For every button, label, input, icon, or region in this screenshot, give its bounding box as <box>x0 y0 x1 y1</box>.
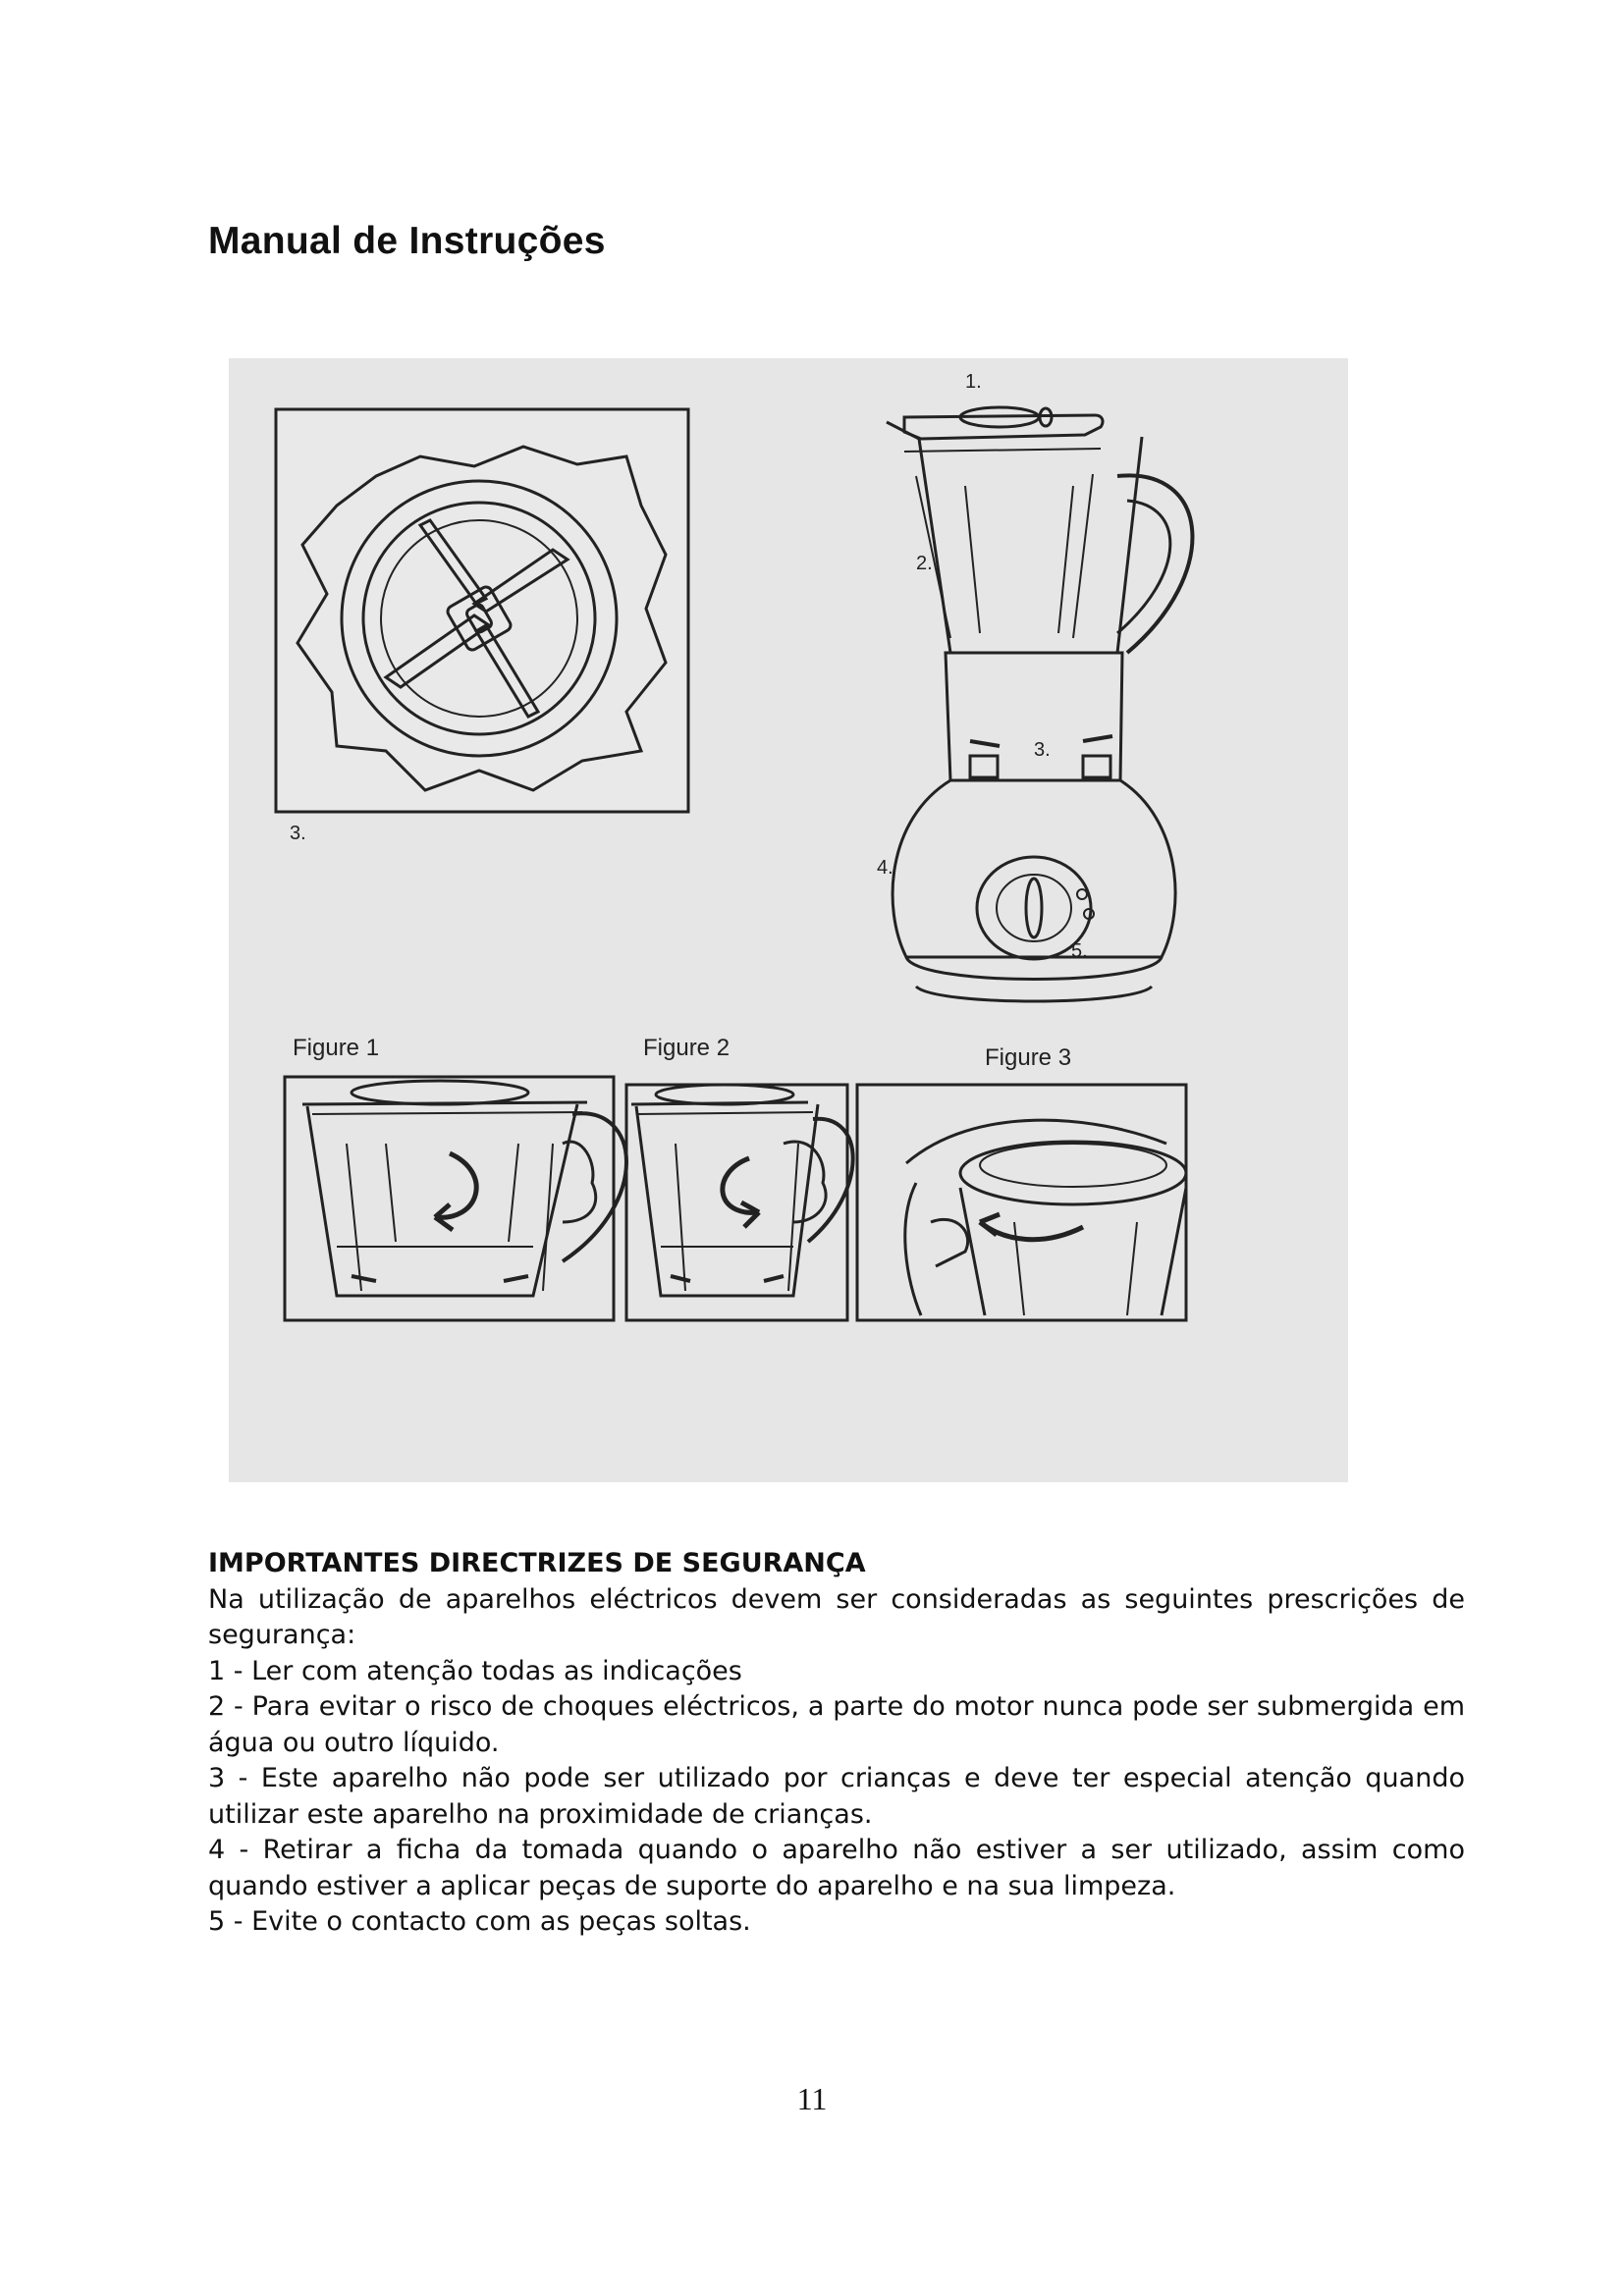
safety-intro: Na utilização de aparelhos eléctricos devem ser consideradas as seguintes prescrições de segurança: <box>208 1583 1465 1650</box>
figure-3-caption: Figure 3 <box>985 1044 1072 1071</box>
safety-item-5: 5 - Evite o contacto com as peças soltas. <box>208 1906 751 1937</box>
page-number: 11 <box>796 2081 828 2116</box>
safety-item-1: 1 - Ler com atenção todas as indicações <box>208 1655 742 1686</box>
safety-item-2: 2 - Para evitar o risco de choques eléctricos, a parte do motor nunca pode ser submergida em água ou outro líquido. <box>208 1691 1465 1758</box>
part-label-5: 5. <box>1071 940 1088 962</box>
figure-1-caption: Figure 1 <box>293 1035 380 1061</box>
page-title: Manual de Instruções <box>208 220 606 262</box>
blender-illustration-scan <box>229 358 1348 1482</box>
part-label-3: 3. <box>1034 739 1051 761</box>
figure-1-diagram <box>285 1077 626 1320</box>
figure-3-diagram <box>857 1085 1186 1320</box>
blade-assembly-diagram <box>276 409 688 844</box>
figure-2-diagram <box>626 1085 853 1320</box>
blade-label: 3. <box>290 823 306 844</box>
part-label-2: 2. <box>916 553 933 574</box>
part-label-4: 4. <box>877 857 893 879</box>
safety-guidelines <box>208 1546 1465 1941</box>
part-label-1: 1. <box>965 371 982 393</box>
blender-diagram <box>877 371 1192 1001</box>
safety-item-4: 4 - Retirar a ficha da tomada quando o aparelho não estiver a ser utilizado, assim como quando estiver a aplicar peças de suporte do aparelho e na sua limpeza. <box>208 1835 1465 1901</box>
safety-heading: IMPORTANTES DIRECTRIZES DE SEGURANÇA <box>208 1548 866 1578</box>
figure-2-caption: Figure 2 <box>643 1035 731 1061</box>
safety-item-3: 3 - Este aparelho não pode ser utilizado por crianças e deve ter especial atenção quando utilizar este aparelho na proximidade de crianças. <box>208 1763 1465 1830</box>
